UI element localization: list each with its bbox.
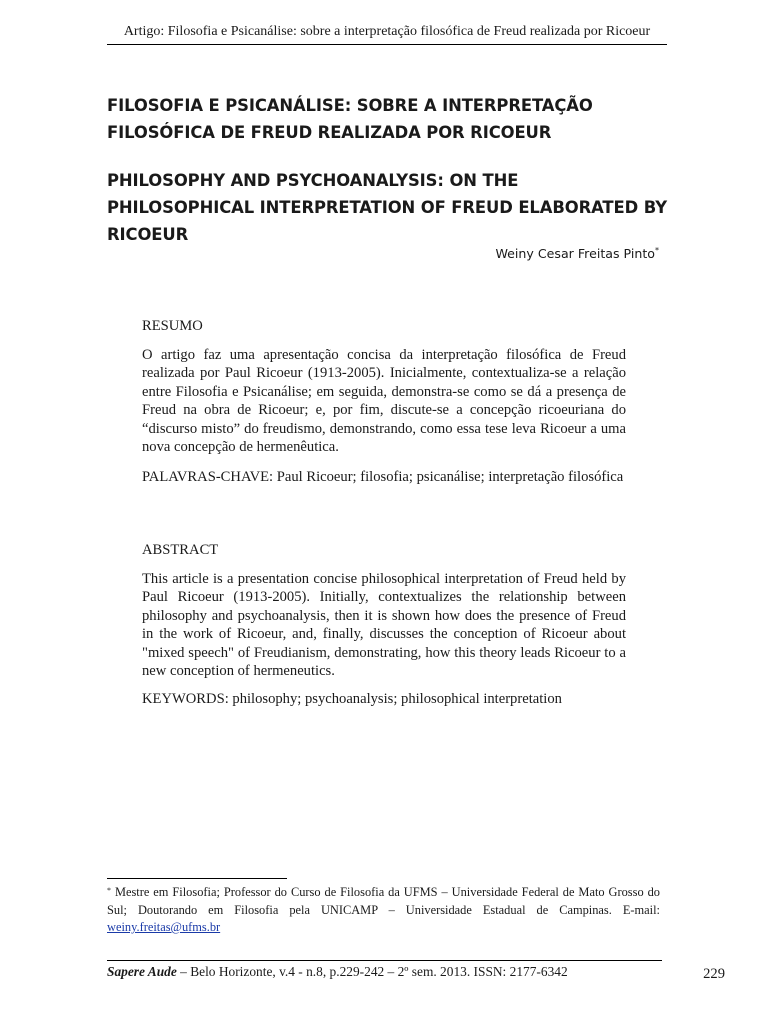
running-header: Artigo: Filosofia e Psicanálise: sobre a interpretação filosófica de Freud realizada por Ricoeur [107,22,667,45]
resumo-heading: RESUMO [142,318,203,334]
resumo-paragraph: O artigo faz uma apresentação concisa da interpretação filosófica de Freud realizada por Paul Ricoeur (1913-2005). Inicialmente, contextualiza-se a relação entre Filosofia e Psicanálise; em seguida, demonstra-se como se dá a presença de Freud na obra de Ricoeur; e, por fim, discute-se a concepção ricoeuriana do “discurso misto” do freudismo, demonstrando, como essa tese leva Ricoeur a uma nova concepção de hermenêutica. [142,347,626,456]
footnote-text: Mestre em Filosofia; Professor do Curso de Filosofia da UFMS – Universidade Federal de Mato Grosso do Sul; Doutorando em Filosofia pela UNICAMP – Universidade Estadual de Campinas. E-mail: [107,885,660,917]
author-email-link[interactable]: weiny.freitas@ufms.br [107,920,221,934]
author-footnote [107,884,660,937]
footer-citation [107,963,568,981]
footer-divider [107,960,662,961]
palavras-chave: PALAVRAS-CHAVE: Paul Ricoeur; filosofia; psicanálise; interpretação filosófica [142,469,624,485]
page-number: 229 [703,966,725,982]
journal-name: Sapere Aude [107,964,177,979]
author-line [495,244,659,264]
abstract-paragraph: This article is a presentation concise philosophical interpretation of Freud held by Paul Ricoeur (1913-2005). Initially, contextualizes the relationship between philosophy and psychoanalysis, then it is shown how does the presence of Freud in the work of Ricoeur, and, finally, discusses the conception of Ricoeur about "mixed speech" of Freudianism, demonstrating, how this theory leads Ricoeur to a new conception of hermeneutics. [142,571,626,680]
author-footnote-mark[interactable]: * [655,246,659,255]
citation-details: – Belo Horizonte, v.4 - n.8, p.229-242 – 2º sem. 2013. ISSN: 2177-6342 [176,964,568,979]
footnote-mark: * [107,886,111,895]
keywords: KEYWORDS: philosophy; psychoanalysis; philosophical interpretation [142,691,562,707]
footnote-divider [107,878,287,879]
article-title-portuguese: FILOSOFIA E PSICANÁLISE: SOBRE A INTERPRETAÇÃO FILOSÓFICA DE FREUD REALIZADA POR RICOEUR [107,96,593,142]
abstract-heading: ABSTRACT [142,542,219,558]
author-name: Weiny Cesar Freitas Pinto [495,246,655,261]
article-title-english: PHILOSOPHY AND PSYCHOANALYSIS: ON THE PHILOSOPHICAL INTERPRETATION OF FREUD ELABORATED BY RICOEUR [107,171,667,244]
